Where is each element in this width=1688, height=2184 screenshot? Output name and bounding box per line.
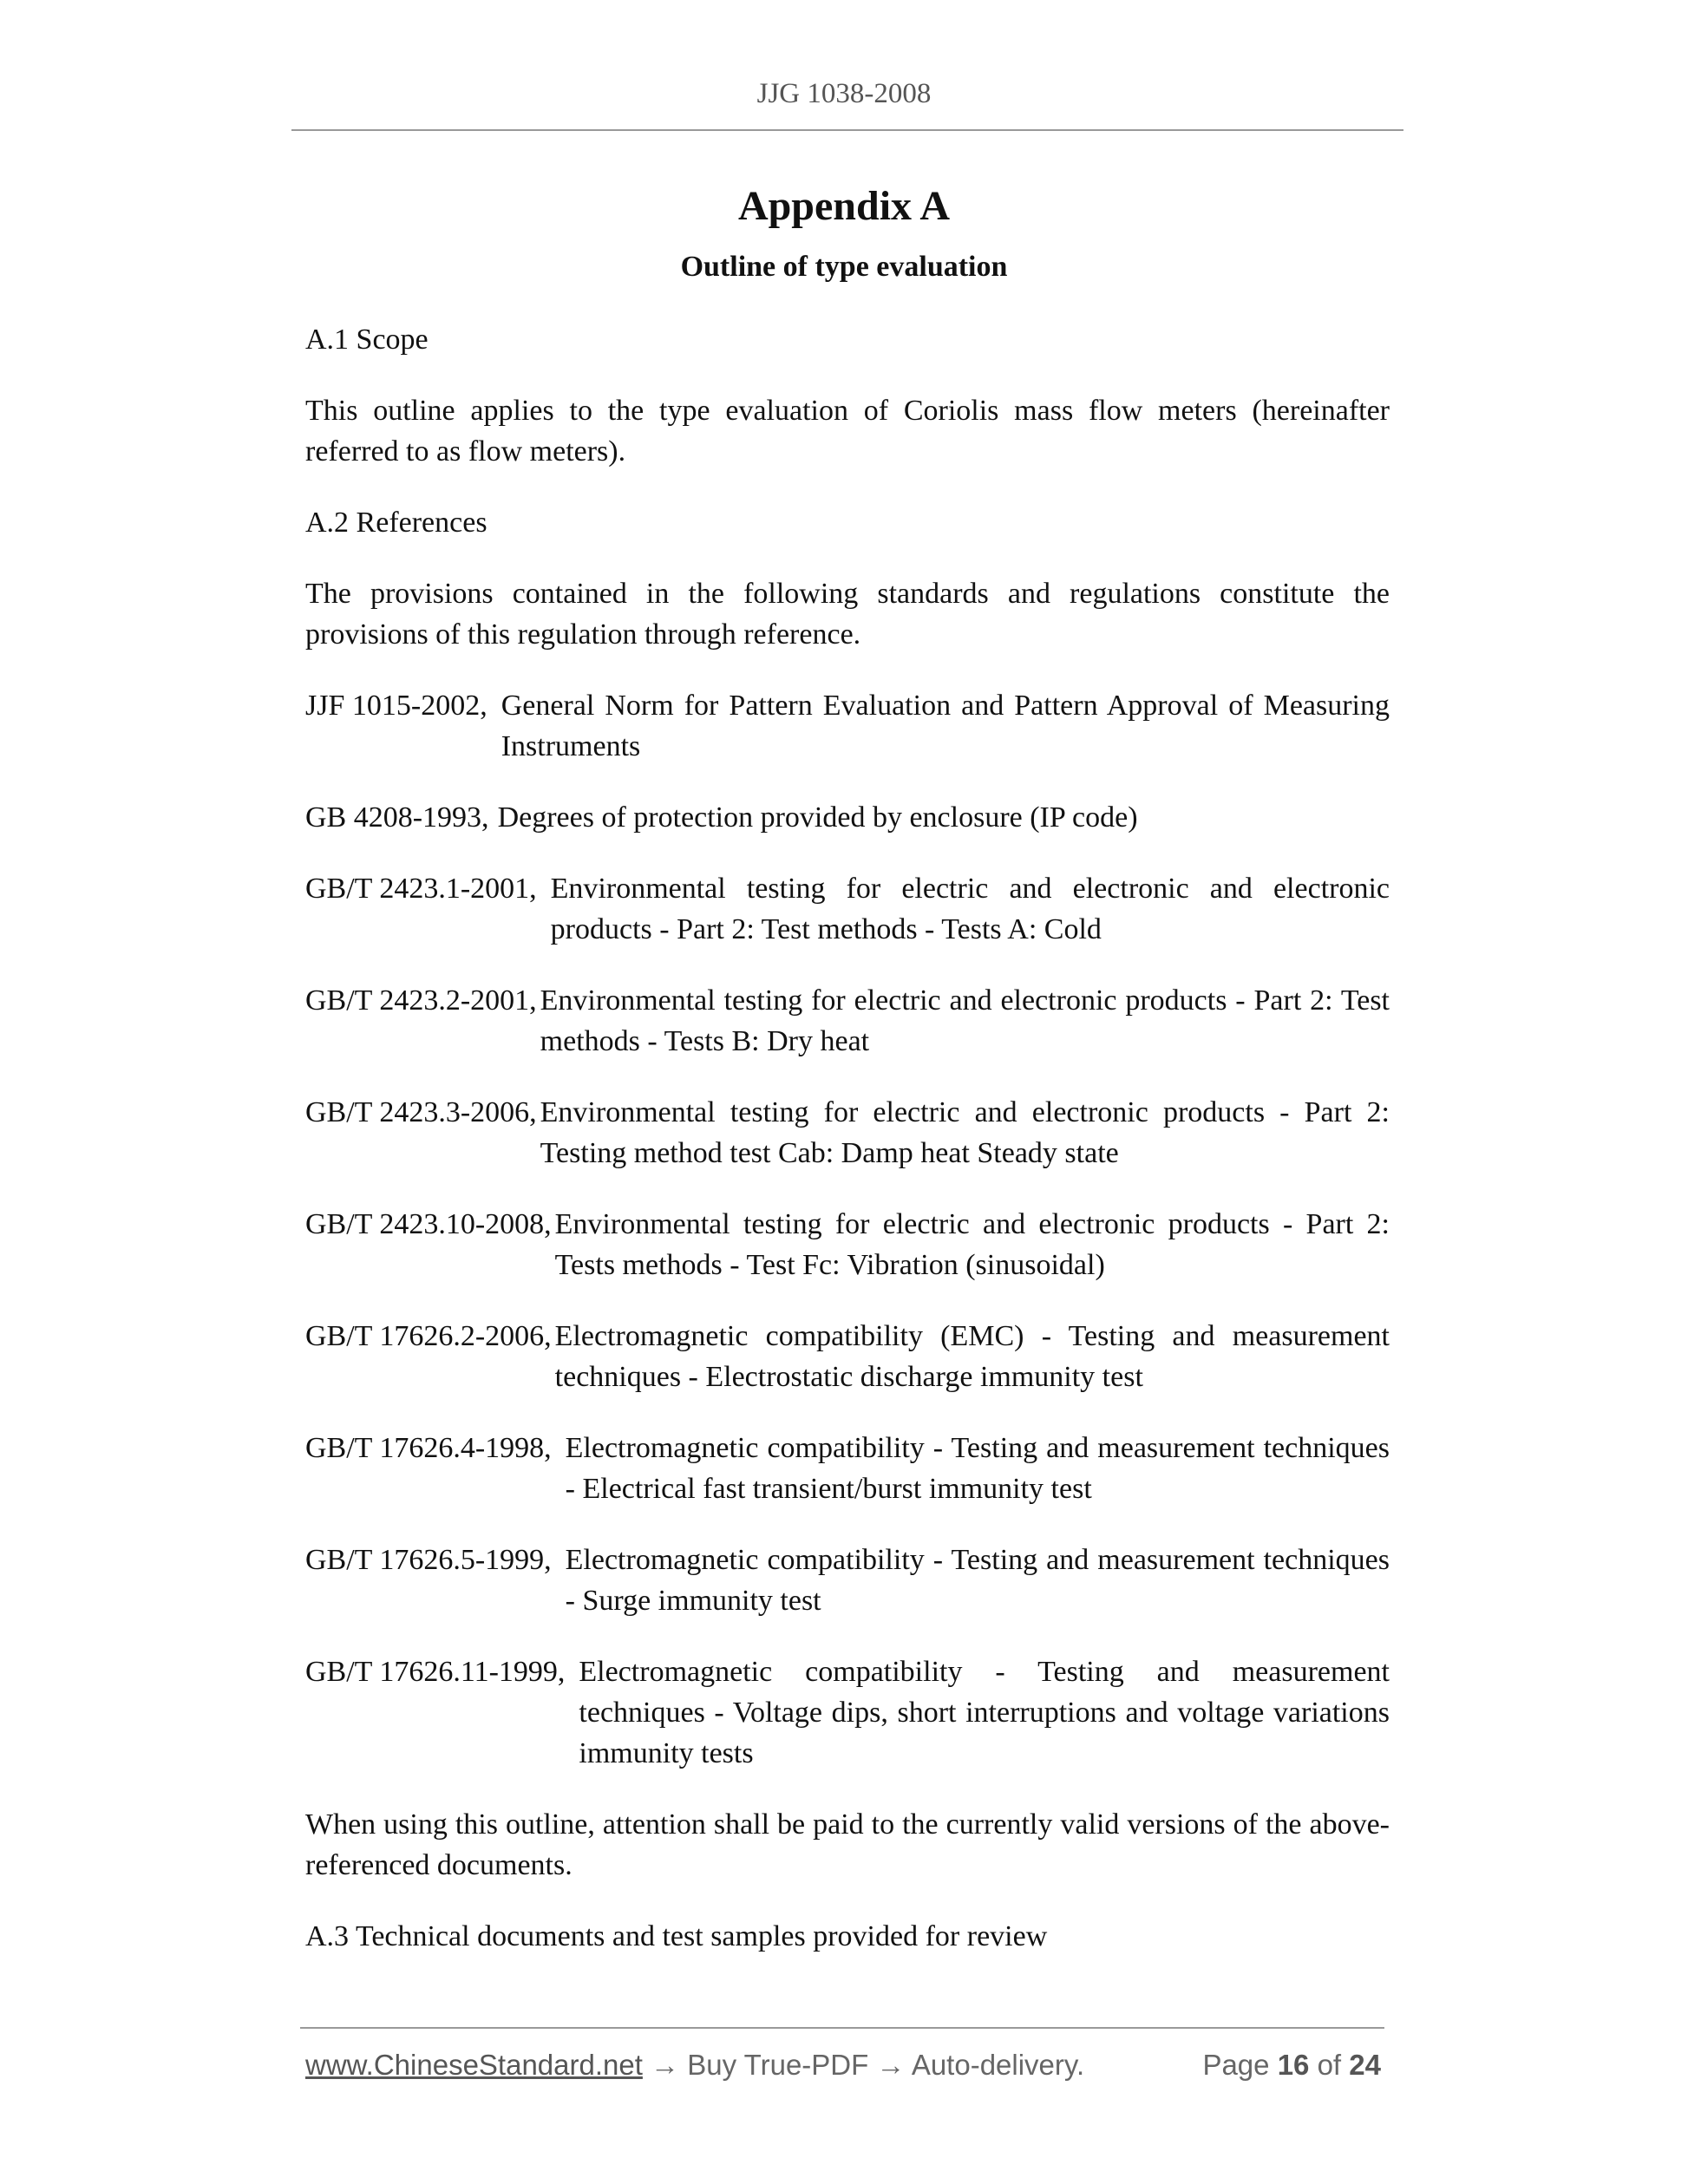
- section-a3-heading: A.3 Technical documents and test samples provided for review: [305, 1920, 1048, 1952]
- footer-website-link[interactable]: www.ChineseStandard.net: [305, 2049, 643, 2081]
- reference-item: [305, 868, 1390, 950]
- reference-title: Degrees of protection provided by enclosure (IP code): [497, 801, 1138, 834]
- reference-code: GB/T 17626.4-1998,: [305, 1432, 552, 1464]
- reference-item: [305, 1092, 1390, 1174]
- page-title: Appendix A: [737, 183, 951, 229]
- reference-code: GB/T 2423.10-2008,: [305, 1208, 552, 1240]
- reference-item: [305, 1651, 1390, 1774]
- reference-code: GB 4208-1993,: [305, 801, 489, 834]
- reference-item: [305, 1204, 1390, 1285]
- page-subtitle: Outline of type evaluation: [680, 251, 1008, 283]
- footer: [305, 2043, 1381, 2087]
- reference-title: Electromagnetic compatibility - Testing and measurement techniques - Surge immunity test: [565, 1544, 1390, 1617]
- document-body: [305, 319, 1390, 1987]
- reference-item: [305, 1316, 1390, 1397]
- header-standard-code: JJG 1038-2008: [756, 78, 932, 109]
- section-a2-text: The provisions contained in the following standards and regulations constitute the provisions of this regulation through reference.: [305, 578, 1390, 651]
- reference-item: [305, 980, 1390, 1062]
- header-divider: [291, 129, 1403, 131]
- reference-code: GB/T 2423.2-2001,: [305, 984, 537, 1017]
- section-a2-closing: When using this outline, attention shall be paid to the currently valid versions of the above-referenced documents.: [305, 1808, 1390, 1881]
- reference-title: Electromagnetic compatibility - Testing and measurement techniques - Electrical fast transient/burst immunity test: [565, 1432, 1390, 1505]
- reference-title: General Norm for Pattern Evaluation and Pattern Approval of Measuring Instruments: [501, 690, 1390, 762]
- reference-item: [305, 1540, 1390, 1621]
- section-a1-heading: A.1 Scope: [305, 324, 429, 356]
- reference-title: Electromagnetic compatibility (EMC) - Testing and measurement techniques - Electrostatic discharge immunity test: [554, 1320, 1390, 1393]
- reference-code: GB/T 2423.1-2001,: [305, 873, 537, 905]
- reference-code: GB/T 17626.11-1999,: [305, 1656, 566, 1688]
- page-total: 24: [1349, 2049, 1381, 2081]
- reference-title: Electromagnetic compatibility - Testing and measurement techniques - Voltage dips, short interruptions and voltage variations immunity tests: [579, 1656, 1390, 1769]
- section-a1-text: This outline applies to the type evaluation of Coriolis mass flow meters (hereinafter referred to as flow meters).: [305, 395, 1390, 468]
- section-a2-heading: A.2 References: [305, 507, 487, 539]
- reference-code: GB/T 2423.3-2006,: [305, 1096, 537, 1128]
- page-label: Page: [1202, 2049, 1270, 2081]
- reference-item: [305, 685, 1390, 767]
- reference-title: Environmental testing for electric and electronic and electronic products - Part 2: Test methods - Tests A: Cold: [550, 873, 1390, 945]
- reference-item: [305, 797, 1390, 838]
- page-current: 16: [1277, 2049, 1310, 2081]
- reference-code: GB/T 17626.2-2006,: [305, 1320, 552, 1352]
- page-of-label: of: [1317, 2049, 1342, 2081]
- reference-title: Environmental testing for electric and electronic products - Part 2: Testing method test Cab: Damp heat Steady state: [540, 1096, 1390, 1169]
- reference-code: JJF 1015-2002,: [305, 690, 487, 722]
- footer-promo-text: → Buy True-PDF → Auto-delivery.: [651, 2049, 1085, 2081]
- reference-title: Environmental testing for electric and electronic products - Part 2: Tests methods - Test Fc: Vibration (sinusoidal): [554, 1208, 1390, 1281]
- footer-divider: [300, 2027, 1384, 2029]
- reference-title: Environmental testing for electric and electronic products - Part 2: Test methods - Tests B: Dry heat: [540, 984, 1390, 1057]
- reference-item: [305, 1428, 1390, 1509]
- reference-code: GB/T 17626.5-1999,: [305, 1544, 552, 1576]
- page-indicator: [1202, 2043, 1381, 2087]
